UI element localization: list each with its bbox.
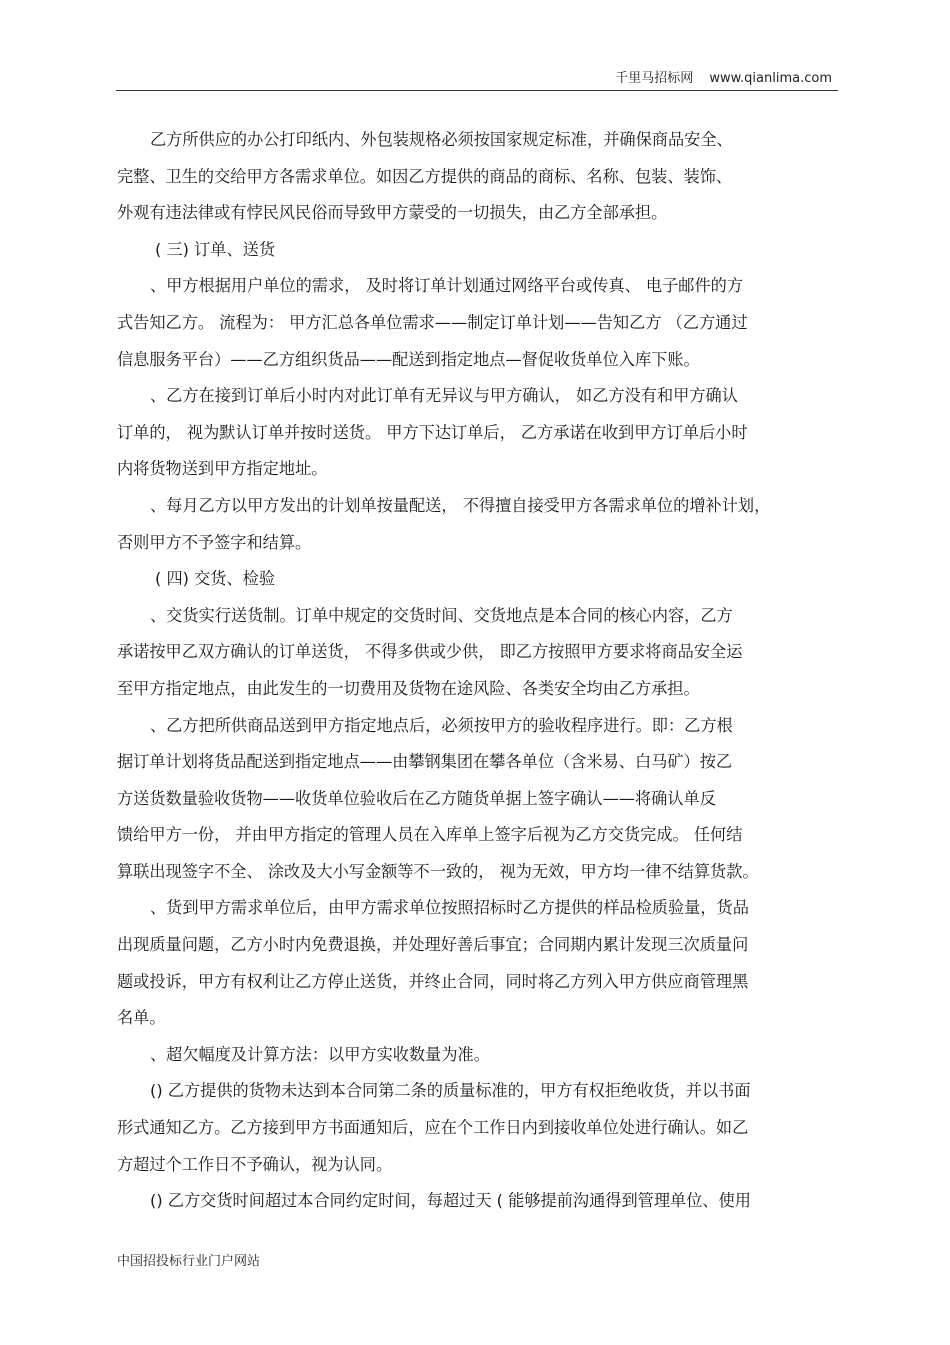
document-line: 、每月乙方以甲方发出的计划单按量配送， 不得擅自接受甲方各需求单位的增补计划， xyxy=(150,495,771,515)
document-line: 式告知乙方。 流程为： 甲方汇总各单位需求——制定订单计划——告知乙方 （乙方通过 xyxy=(117,312,748,332)
document-line: 承诺按甲乙双方确认的订单送货， 不得多供或少供， 即乙方按照甲方要求将商品安全运 xyxy=(117,642,743,662)
document-line: 乙方所供应的办公打印纸内、外包装规格必须按国家规定标准，并确保商品安全、 xyxy=(150,130,733,149)
document-line: 至甲方指定地点，由此发生的一切费用及货物在途风险、各类安全均由乙方承担。 xyxy=(117,678,700,698)
document-line: 内将货物送到甲方指定地址。 xyxy=(117,459,328,479)
document-line: 形式通知乙方。乙方接到甲方书面通知后，应在个工作日内到接收单位处进行确认。如乙 xyxy=(117,1118,749,1138)
document-line: ( 三) 订单、送货 xyxy=(155,239,276,259)
header-site-url: www.qianlima.com xyxy=(709,71,832,86)
document-line: () 乙方交货时间超过本合同约定时间，每超过天 ( 能够提前沟通得到管理单位、使用 xyxy=(150,1191,751,1211)
header-site-info xyxy=(615,67,832,86)
document-line: 、乙方在接到订单后小时内对此订单有无异议与甲方确认， 如乙方没有和甲方确认 xyxy=(150,386,738,406)
document-line: 馈给甲方一份， 并由甲方指定的管理人员在入库单上签字后视为乙方交货完成。 任何结 xyxy=(117,825,743,845)
document-line: 、货到甲方需求单位后，由甲方需求单位按照招标时乙方提供的样品检质验量，货品 xyxy=(150,898,749,918)
document-line: 信息服务平台）——乙方组织货品——配送到指定地点—督促收货单位入库下账。 xyxy=(117,349,700,369)
document-line: 据订单计划将货品配送到指定地点——由攀钢集团在攀各单位（含米易、白马矿）按乙 xyxy=(117,752,733,772)
document-line: 、交货实行送货制。订单中规定的交货时间、交货地点是本合同的核心内容，乙方 xyxy=(150,605,733,625)
document-line: 外观有违法律或有悖民风民俗而导致甲方蒙受的一切损失，由乙方全部承担。 xyxy=(117,203,668,223)
document-line: ( 四) 交货、检验 xyxy=(155,569,276,589)
document-line: 、超欠幅度及计算方法：以甲方实收数量为准。 xyxy=(150,1044,490,1064)
document-line: 出现质量问题，乙方小时内免费退换，并处理好善后事宜；合同期内累计发现三次质量问 xyxy=(117,935,749,955)
document-line: 算联出现签字不全、 涂改及大小写金额等不一致的， 视为无效，甲方均一律不结算货款。 xyxy=(117,861,759,881)
document-line: 、甲方根据用户单位的需求， 及时将订单计划通过网络平台或传真、 电子邮件的方 xyxy=(150,276,744,296)
footer-site-label: 中国招投标行业门户网站 xyxy=(117,1254,261,1269)
document-line: 订单的， 视为默认订单并按时送货。 甲方下达订单后， 乙方承诺在收到甲方订单后小时 xyxy=(117,422,748,442)
document-line: 题或投诉，甲方有权利让乙方停止送货，并终止合同，同时将乙方列入甲方供应商管理黑 xyxy=(117,971,749,991)
document-line: 方送货数量验收货物——收货单位验收后在乙方随货单据上签字确认——将确认单反 xyxy=(117,788,716,808)
document-line: () 乙方提供的货物未达到本合同第二条的质量标准的，甲方有权拒绝收货，并以书面 xyxy=(150,1081,751,1101)
header-divider xyxy=(116,90,838,91)
header-site-name: 千里马招标网 xyxy=(615,71,694,86)
document-line: 、乙方把所供商品送到甲方指定地点后，必须按甲方的验收程序进行。即：乙方根 xyxy=(150,715,733,735)
document-line: 否则甲方不予签字和结算。 xyxy=(117,532,312,552)
document-line: 名单。 xyxy=(117,1008,166,1028)
document-line: 方超过个工作日不予确认，视为认同。 xyxy=(117,1154,393,1174)
document-body xyxy=(117,122,835,1220)
document-line: 完整、卫生的交给甲方各需求单位。如因乙方提供的商品的商标、名称、包装、装饰、 xyxy=(117,166,733,186)
